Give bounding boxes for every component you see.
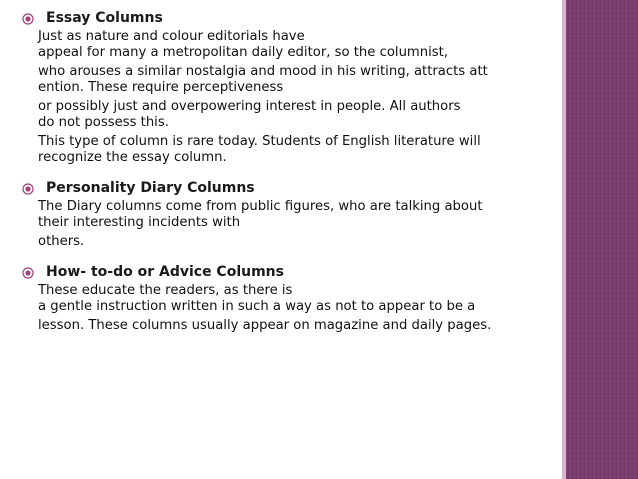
section-heading	[22, 264, 542, 281]
paragraph: lesson. These columns usually appear on magazine and daily pages.	[38, 318, 492, 333]
paragraph: who arouses a similar nostalgia and mood in his writing, attracts att ention. These require perceptiveness	[38, 64, 488, 95]
target-bullet-icon	[22, 267, 34, 279]
paragraph: Just as nature and colour editorials have appeal for many a metropolitan daily editor, so the columnist,	[38, 29, 449, 60]
paragraph: others.	[38, 234, 85, 249]
section-heading-text: Personality Diary Columns	[46, 180, 255, 196]
paragraph: or possibly just and overpowering interest in people. All authors do not possess this.	[38, 99, 461, 130]
target-bullet-icon	[22, 13, 34, 25]
section-personality-diary-columns	[22, 180, 542, 250]
section-heading	[22, 10, 542, 27]
section-advice-columns	[22, 264, 542, 334]
paragraph: These educate the readers, as there is a gentle instruction written in such a way as not to appear to be a	[38, 283, 476, 314]
section-heading-text: Essay Columns	[46, 10, 163, 26]
decorative-sidebar	[566, 0, 638, 479]
paragraph: The Diary columns come from public figures, who are talking about their interesting incidents with	[38, 199, 483, 230]
slide-content	[22, 10, 542, 348]
target-bullet-icon	[22, 183, 34, 195]
section-heading-text: How- to-do or Advice Columns	[46, 264, 284, 280]
section-heading	[22, 180, 542, 197]
paragraph: This type of column is rare today. Students of English literature will recognize the essay column.	[38, 134, 481, 165]
section-essay-columns	[22, 10, 542, 166]
